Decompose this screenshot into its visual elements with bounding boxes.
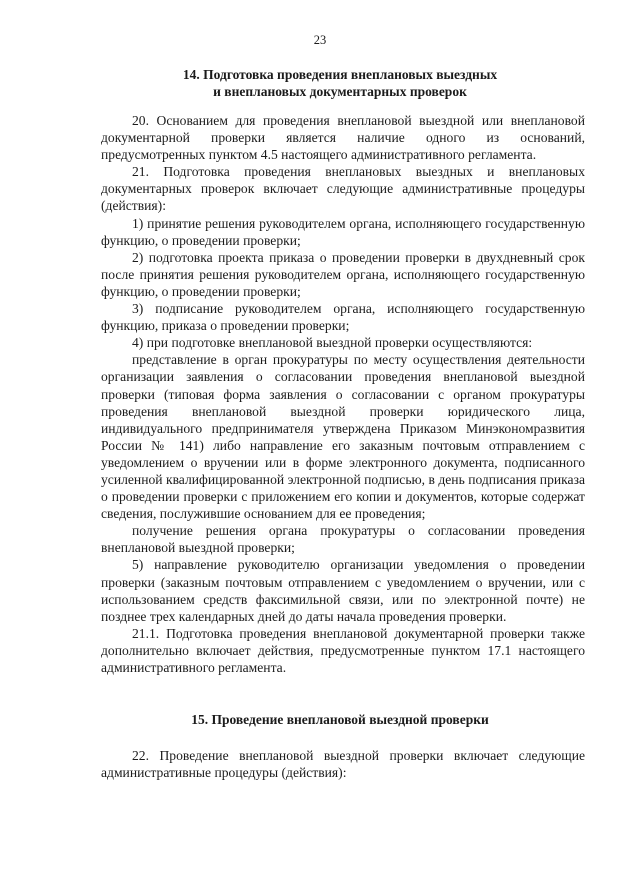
section-14-body (101, 112, 585, 676)
section-14-heading-line-2: и внеплановых документарных проверок (213, 84, 467, 99)
section-15-heading-line: 15. Проведение внеплановой выездной проверки (191, 712, 489, 727)
paragraph-21-item-3: 3) подписание руководителем органа, исполняющего государственную функцию, приказа о проведении проверки; (101, 301, 585, 334)
section-15-body (101, 747, 585, 781)
paragraph-21-item-1: 1) принятие решения руководителем органа, исполняющего государственную функцию, о проведении проверки; (101, 215, 585, 248)
paragraph-21-item-4-sub-2: получение решения органа прокуратуры о согласовании проведения внеплановой выездной проверки; (101, 523, 585, 556)
paragraph-21-item-2: 2) подготовка проекта приказа о проведении проверки в двухдневный срок после принятия решения руководителем органа, исполняющего государственную функцию, о проведении проверки; (101, 249, 585, 299)
section-14-heading (60, 66, 620, 100)
paragraph-21-item-4-sub-1: представление в орган прокуратуры по месту осуществления деятельности организации заявления о согласовании проведения внеплановой выездной проверки (типовая форма заявления о согласовании с органом прокуратуры проведения внеплановой выездной проверки юридического лица, индивидуального предпринимателя утверждена Приказом Минэкономразвития России № 141) либо направление его заказным почтовым отправлением с уведомлением о вручении или в форме электронного документа, подписанного усиленной квалифицированной электронной подписью, в день подписания приказа о проведении проверки с приложением его копии и документов, которые содержат сведения, послужившие основанием для ее проведения; (101, 352, 585, 522)
section-14-heading-line-1: 14. Подготовка проведения внеплановых выездных (182, 67, 498, 82)
paragraph-21-1: 21.1. Подготовка проведения внеплановой документарной проверки также дополнительно включает действия, предусмотренные пунктом 17.1 настоящего административного регламента. (101, 625, 585, 675)
paragraph-21: 21. Подготовка проведения внеплановых выездных и внеплановых документарных проверок включает следующие административные процедуры (действия): (101, 164, 585, 214)
paragraph-21-item-4: 4) при подготовке внеплановой выездной проверки осуществляются: (132, 335, 533, 351)
paragraph-20: 20. Основанием для проведения внеплановой выездной или внеплановой документарной проверки является наличие одного из оснований, предусмотренных пунктом 4.5 настоящего административного регламента. (101, 113, 585, 163)
paragraph-21-item-5: 5) направление руководителю организации уведомления о проведении проверки (заказным почтовым отправлением с уведомлением о вручении, или с использованием средств факсимильной связи, или по электронной почте) не позднее трех календарных дней до даты начала проведения проверки. (101, 557, 585, 624)
page-number: 23 (313, 33, 327, 47)
paragraph-22: 22. Проведение внеплановой выездной проверки включает следующие административные процедуры (действия): (101, 748, 585, 781)
section-15-heading (60, 711, 620, 728)
